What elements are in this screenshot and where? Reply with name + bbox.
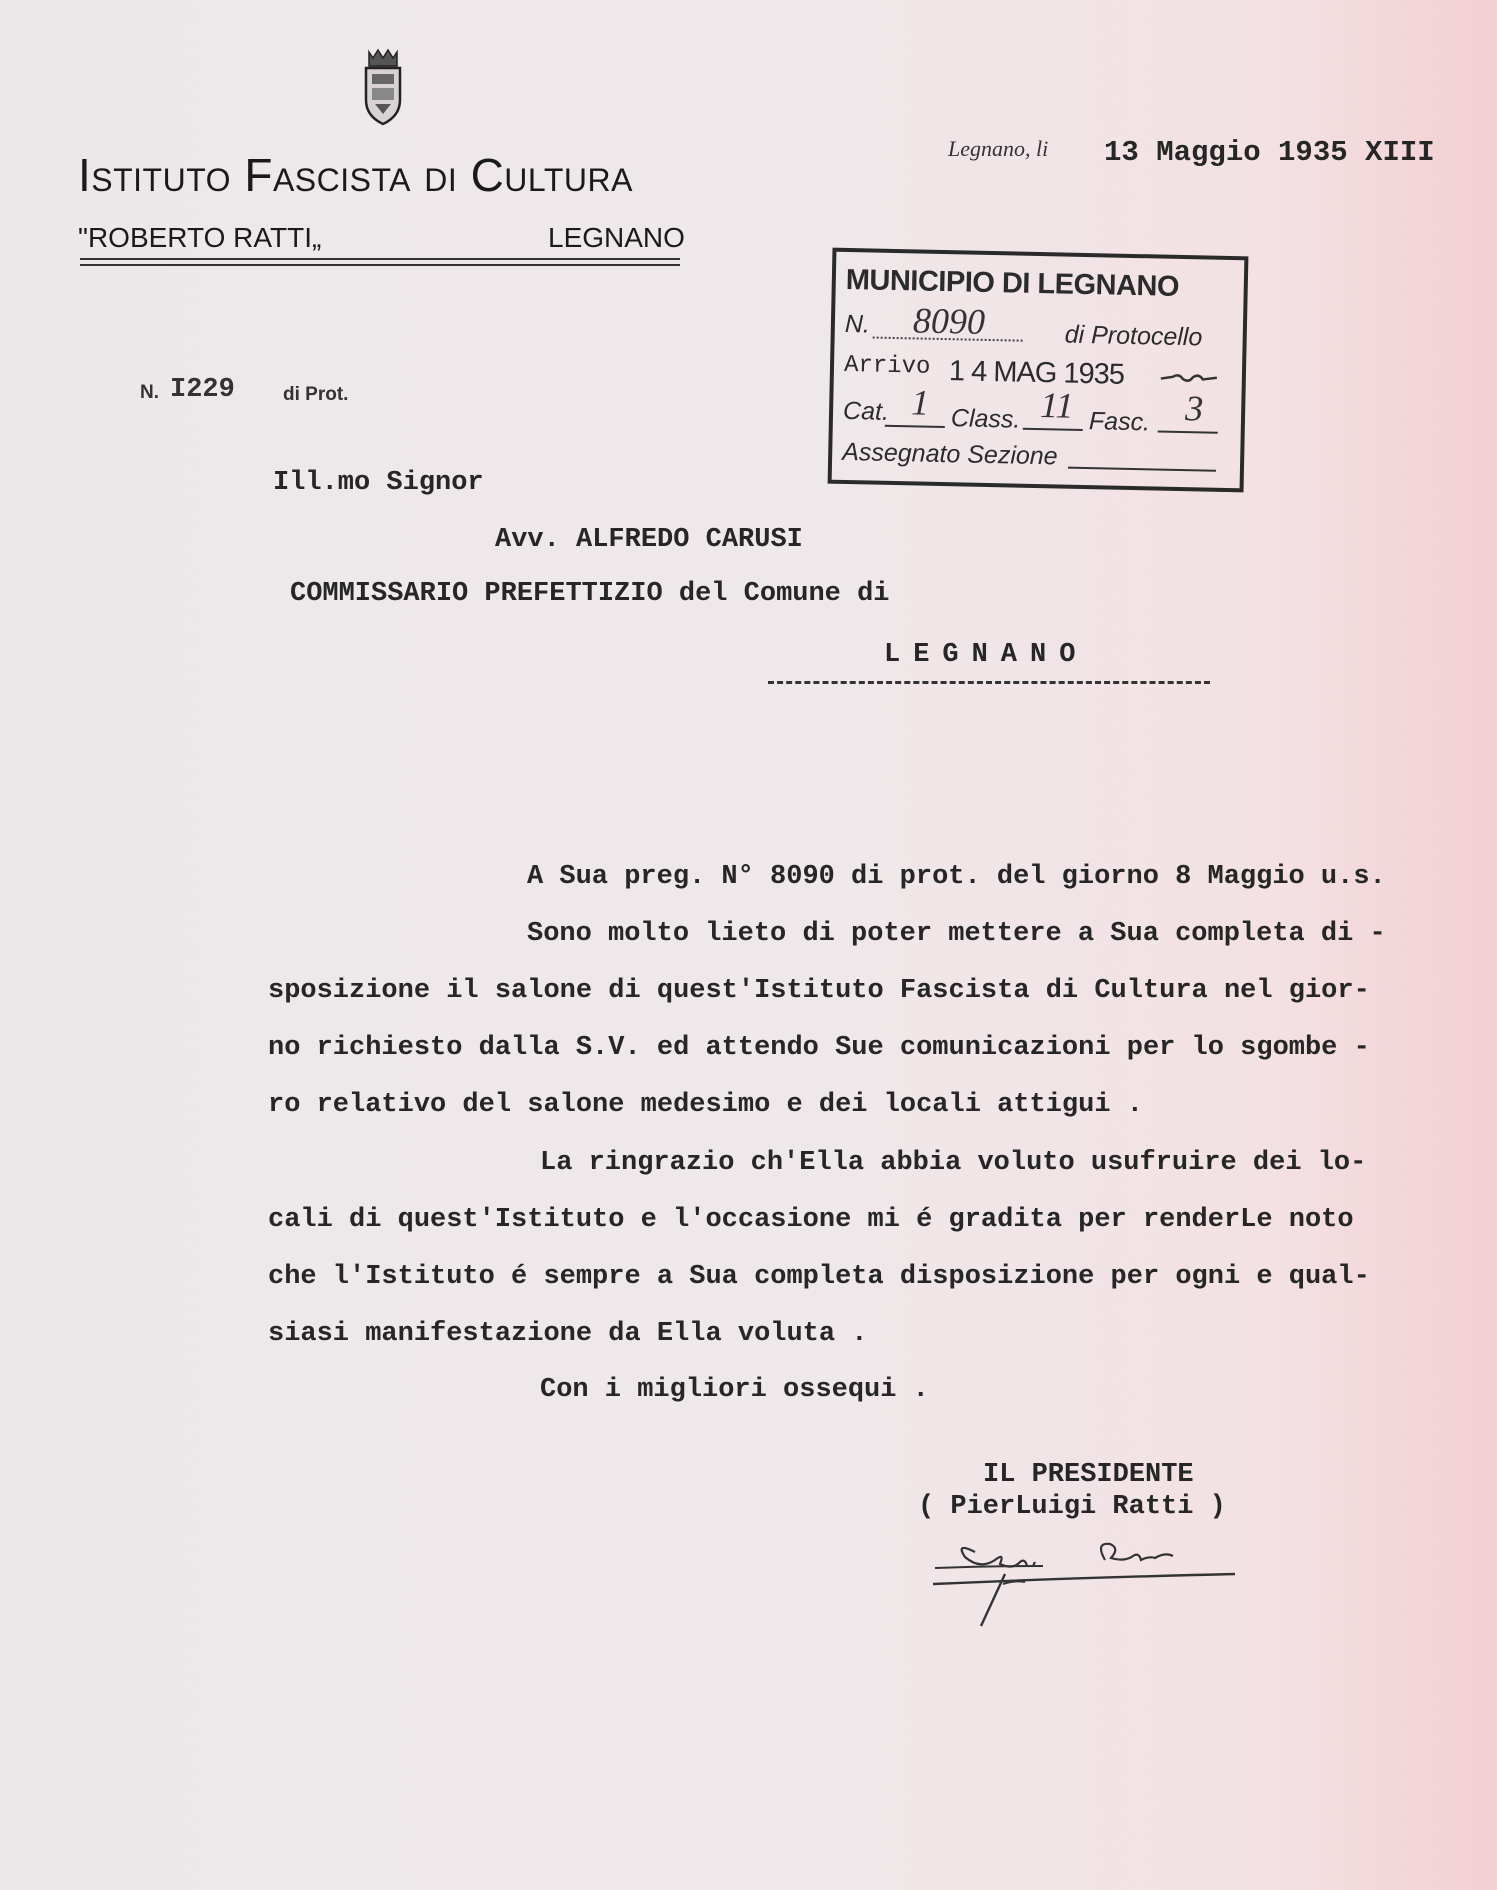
body-line: cali di quest'Istituto e l'occasione mi é gradita per renderLe noto [268,1205,1354,1235]
body-line: che l'Istituto é sempre a Sua completa disposizione per ogni e qual- [268,1262,1370,1292]
body-line: La ringrazio ch'Ella abbia voluto usufruire dei lo- [540,1148,1367,1178]
stamp-class-label: Class. [950,404,1021,434]
body-line: no richiesto dalla S.V. ed attendo Sue comunicazioni per lo sgombe - [268,1033,1370,1063]
body-line: sposizione il salone di quest'Istituto Fascista di Cultura nel gior- [268,976,1370,1006]
body-line: Con i migliori ossequi . [540,1375,929,1405]
stamp-class-line [1023,428,1083,431]
institute-name: Istituto Fascista di Cultura [78,149,633,201]
stamp-cat-label: Cat. [842,396,890,426]
salutation: Ill.mo Signor [273,468,484,498]
handwritten-signature-icon [925,1522,1245,1632]
protocol-label: N. [140,382,159,403]
stamp-section-label: Assegnato Sezione [841,437,1058,471]
body-line: siasi manifestazione da Ella voluta . [268,1319,868,1349]
stamp-number-label: N. [844,309,871,339]
stamp-arrival-label: Arrivo [843,351,931,381]
stamp-fasc-label: Fasc. [1088,407,1151,437]
stamp-arrival-date: 1 4 MAG 1935 [948,355,1125,391]
recipient-role: COMMISSARIO PREFETTIZIO del Comune di [290,579,890,609]
stamp-protocol-label: di Protocello [1064,320,1203,352]
protocol-number: I229 [170,375,235,405]
dateline-place: Legnano, li [948,136,1049,161]
signature-name: ( PierLuigi Ratti ) [918,1492,1226,1522]
body-line: Sono molto lieto di poter mettere a Sua completa di - [527,919,1386,949]
stamp-section-line [1068,467,1216,472]
stamp-number-value: 8090 [912,300,986,342]
body-line: A Sua preg. N° 8090 di prot. del giorno 8 Maggio u.s. [527,862,1386,892]
registry-stamp [828,248,1249,493]
stamp-class-value: 11 [1039,385,1075,426]
institute-subtitle: "ROBERTO RATTI„ [78,222,322,253]
stamp-cat-value: 1 [910,382,930,423]
body-line: ro relativo del salone medesimo e dei locali attigui . [268,1090,1143,1120]
dateline-date: 13 Maggio 1935 XIII [1104,136,1435,169]
recipient-name: Avv. ALFREDO CARUSI [495,525,803,555]
letterhead-rule [80,258,680,260]
institute-city: LEGNANO [548,222,685,253]
protocol-suffix: di Prot. [283,384,349,405]
stamp-fasc-line [1158,431,1218,434]
stamp-header: MUNICIPIO DI LEGNANO [845,263,1180,303]
address-rule [768,681,1210,684]
stamp-scribble-icon [1159,371,1219,386]
stamp-fasc-value: 3 [1184,388,1204,429]
signature-title: IL PRESIDENTE [983,1460,1194,1490]
stamp-cat-line [885,425,945,428]
recipient-city: LEGNANO [884,640,1089,670]
letterhead-rule [80,264,680,266]
coat-of-arms-icon [361,48,405,126]
